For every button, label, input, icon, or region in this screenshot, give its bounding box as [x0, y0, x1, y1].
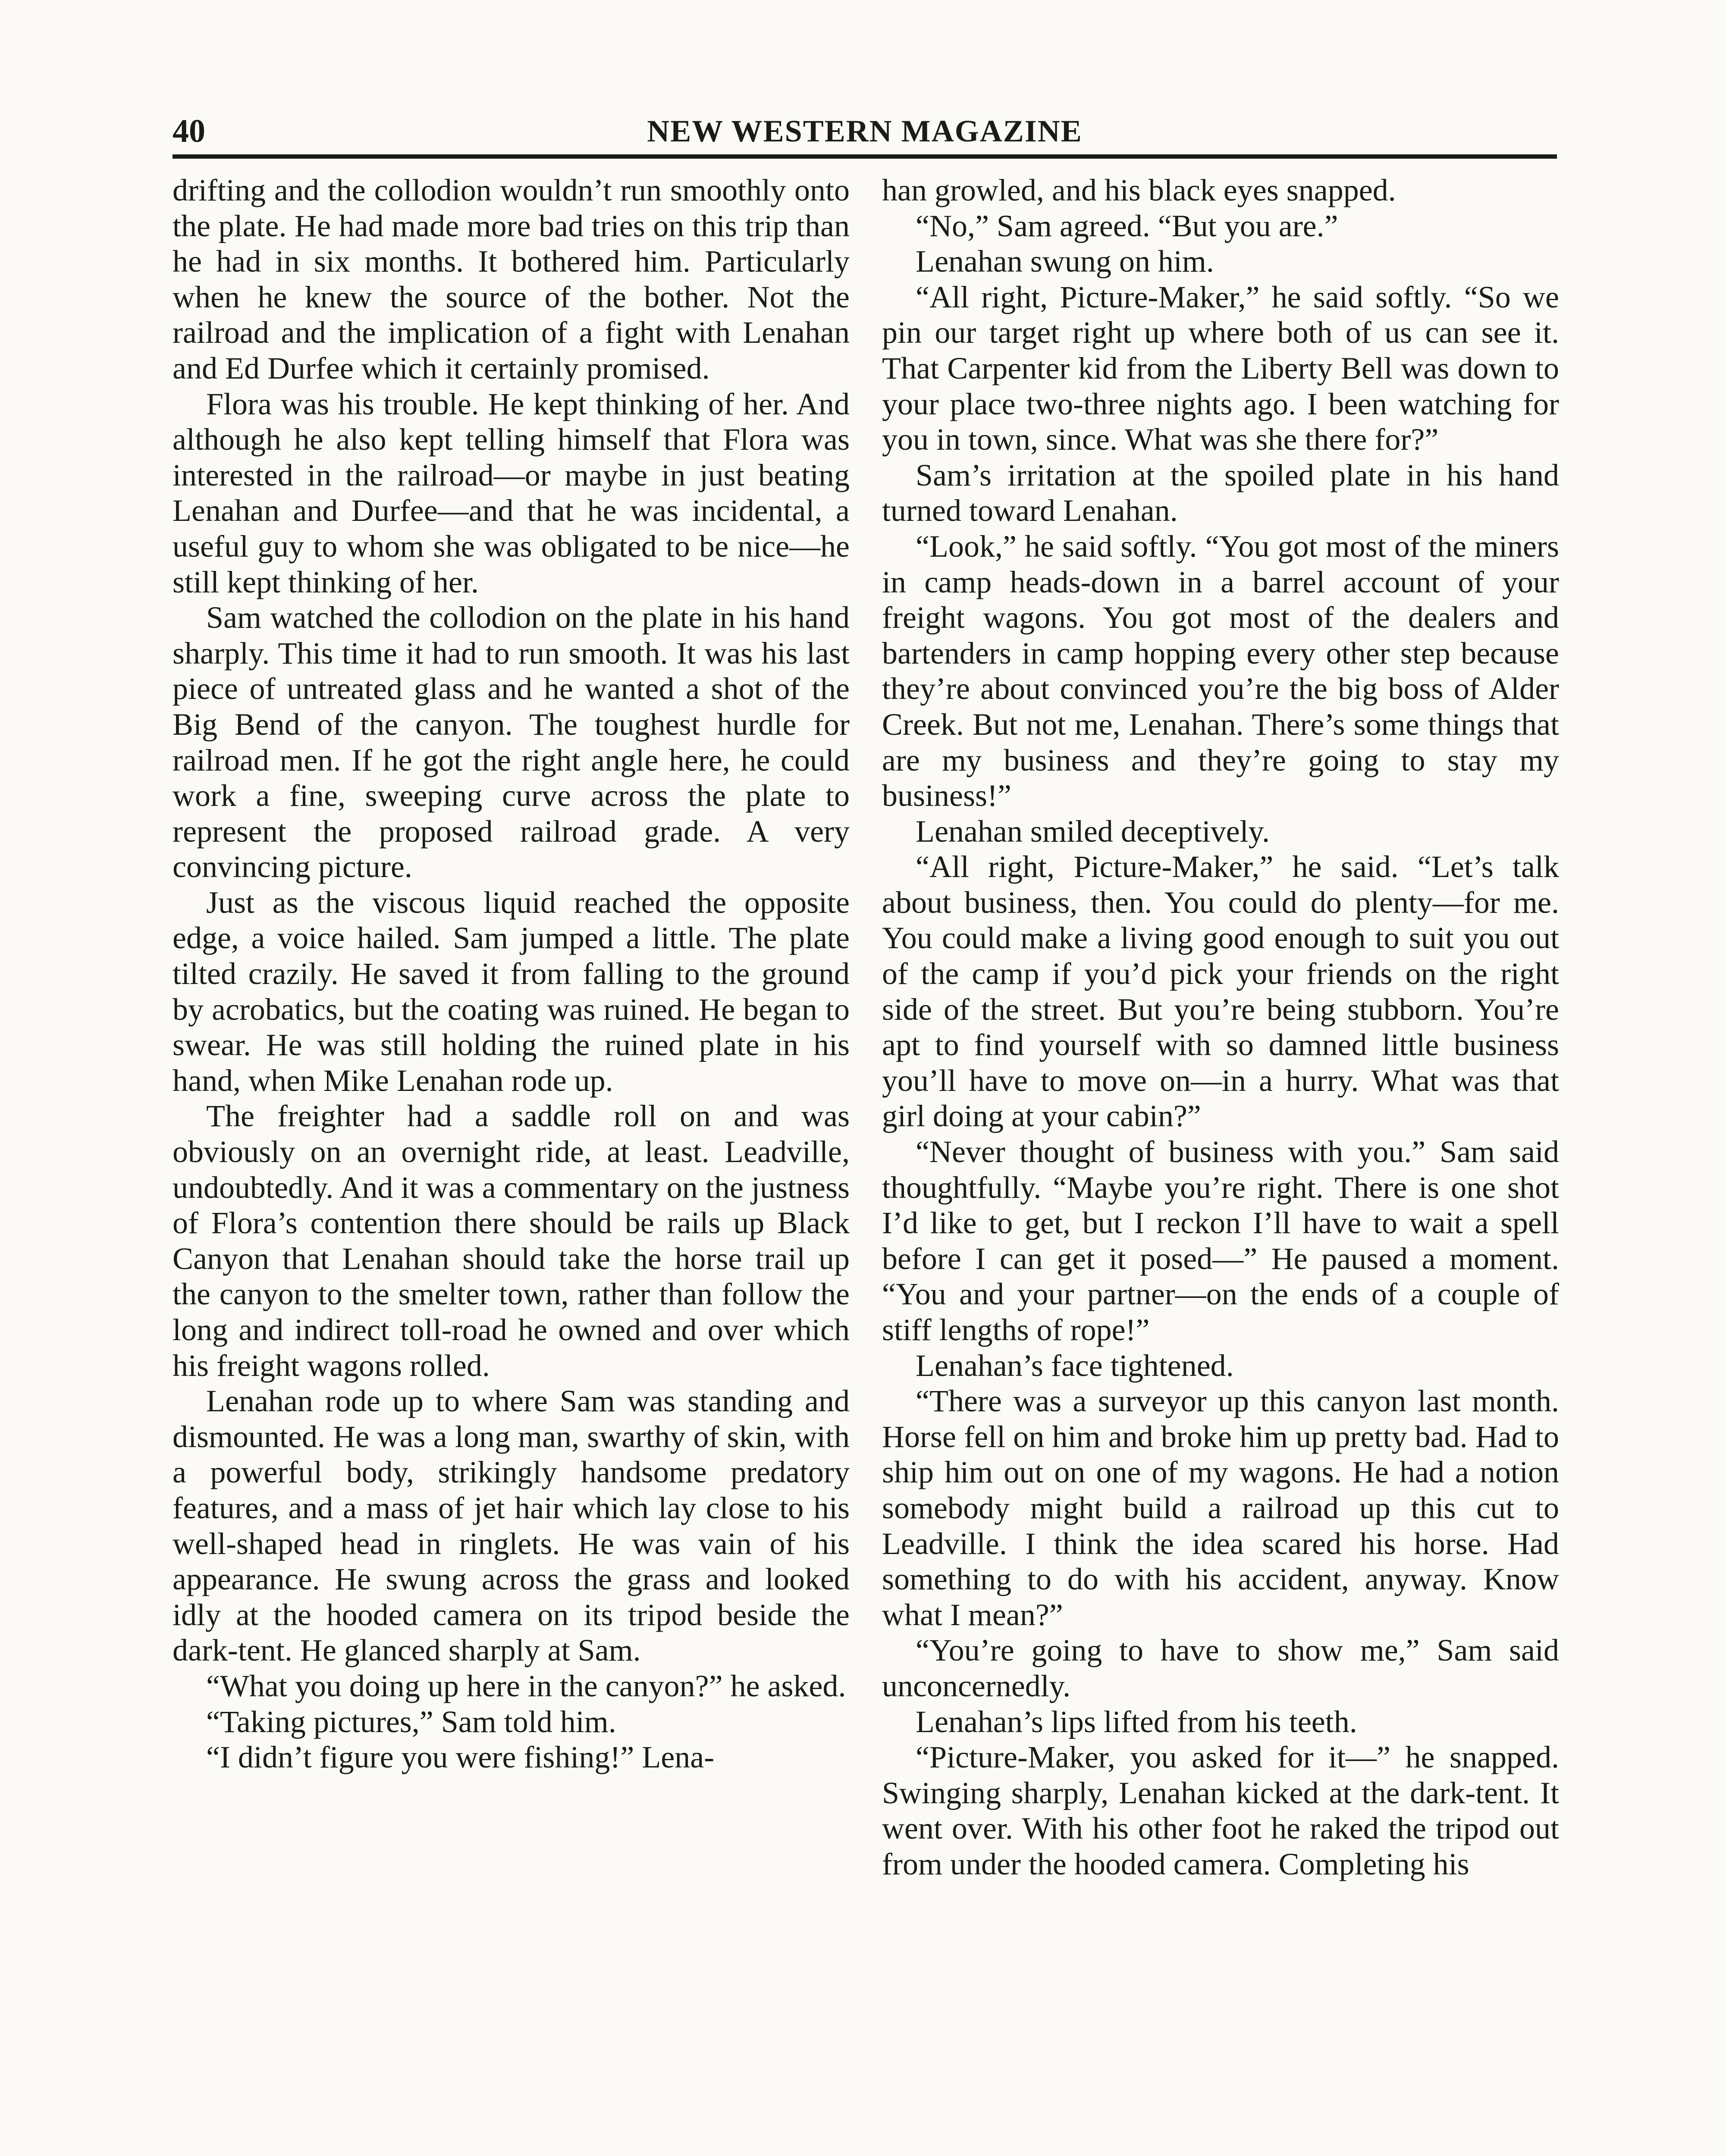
- paragraph: “Never thought of business with you.” Sam said thoughtfully. “Maybe you’re right. There is one shot I’d like to get, but I reckon I’ll have to wait a spell before I can get it posed—” He paused a moment. “You and your partner—on the ends of a couple of stiff lengths of rope!”: [882, 1134, 1559, 1347]
- paragraph: “Look,” he said softly. “You got most of the miners in camp heads-down in a barrel account of your freight wagons. You got most of the dealers and bartenders in camp hopping every other step because they’re about convinced you’re the big boss of Alder Creek. But not me, Lenahan. There’s some things that are my business and they’re going to stay my business!”: [882, 529, 1559, 813]
- paragraph: Sam’s irritation at the spoiled plate in his hand turned toward Lenahan.: [882, 458, 1559, 528]
- paragraph: Lenahan’s face tightened.: [916, 1348, 1234, 1383]
- page-number: 40: [173, 113, 205, 149]
- left-column: [173, 172, 850, 2156]
- paragraph: “You’re going to have to show me,” Sam said unconcernedly.: [882, 1633, 1559, 1703]
- paragraph: “Taking pictures,” Sam told him.: [206, 1704, 616, 1739]
- paragraph: “All right, Picture-Maker,” he said softly. “So we pin our target right up where both of us can see it. That Carpenter kid from the Liberty Bell was down to your place two-three nights ago. I been watching for you in town, since. What was she there for?”: [882, 279, 1559, 457]
- paragraph: The freighter had a saddle roll on and was obviously on an overnight ride, at least. Leadville, undoubtedly. And it was a commentary on the justness of Flora’s contention there should be rails up Black Canyon that Lenahan should take the horse trail up the canyon to the smelter town, rather than follow the long and indirect toll-road he owned and over which his freight wagons rolled.: [173, 1099, 850, 1383]
- paragraph: “What you doing up here in the canyon?” he asked.: [206, 1668, 846, 1703]
- paragraph: han growled, and his black eyes snapped.: [882, 173, 1396, 207]
- paragraph: “I didn’t figure you were fishing!” Lena-: [206, 1740, 715, 1775]
- paragraph: “Picture-Maker, you asked for it—” he snapped. Swinging sharply, Lenahan kicked at the dark-tent. It went over. With his other foot he raked the tripod out from under the hooded camera. Completing his: [882, 1740, 1559, 1881]
- page-header: [173, 111, 1557, 151]
- paragraph: “All right, Picture-Maker,” he said. “Let’s talk about business, then. You could do plenty—for me. You could make a living good enough to suit you out of the camp if you’d pick your friends on the right side of the street. But you’re being stubborn. You’re apt to find yourself with so damned little business you’ll have to move on—in a hurry. What was that girl doing at your cabin?”: [882, 849, 1559, 1134]
- magazine-title: NEW WESTERN MAGAZINE: [647, 114, 1083, 148]
- header-rule: [173, 154, 1557, 159]
- paragraph: Sam watched the collodion on the plate in his hand sharply. This time it had to run smooth. It was his last piece of untreated glass and he wanted a shot of the Big Bend of the canyon. The toughest hurdle for railroad men. If he got the right angle here, he could work a fine, sweeping curve across the plate to represent the proposed railroad grade. A very convincing picture.: [173, 600, 850, 884]
- paragraph: Lenahan’s lips lifted from his teeth.: [916, 1704, 1357, 1739]
- paragraph: Lenahan swung on him.: [916, 244, 1214, 279]
- paragraph: Lenahan smiled deceptively.: [916, 814, 1270, 849]
- paragraph: “No,” Sam agreed. “But you are.”: [916, 208, 1338, 243]
- paragraph: Lenahan rode up to where Sam was standing and dismounted. He was a long man, swarthy of skin, with a powerful body, strikingly handsome predatory features, and a mass of jet hair which lay close to his well-shaped head in ringlets. He was vain of his appearance. He swung across the grass and looked idly at the hooded camera on its tripod beside the dark-tent. He glanced sharply at Sam.: [173, 1384, 850, 1668]
- paragraph: Just as the viscous liquid reached the opposite edge, a voice hailed. Sam jumped a little. The plate tilted crazily. He saved it from falling to the ground by acrobatics, but the coating was ruined. He began to swear. He was still holding the ruined plate in his hand, when Mike Lenahan rode up.: [173, 885, 850, 1098]
- paragraph: Flora was his trouble. He kept thinking of her. And although he also kept telling himself that Flora was interested in the railroad—or maybe in just beating Lenahan and Durfee—and that he was incidental, a useful guy to whom she was obligated to be nice—he still kept thinking of her.: [173, 386, 850, 599]
- paragraph: drifting and the collodion wouldn’t run smoothly onto the plate. He had made more bad tries on this trip than he had in six months. It bothered him. Particularly when he knew the source of the bother. Not the railroad and the implication of a fight with Lenahan and Ed Durfee which it certainly promised.: [173, 173, 850, 385]
- right-column: [882, 172, 1559, 2156]
- paragraph: “There was a surveyor up this canyon last month. Horse fell on him and broke him up pretty bad. Had to ship him out on one of my wagons. He had a notion somebody might build a railroad up this cut to Leadville. I think the idea scared his horse. Had something to do with his accident, anyway. Know what I mean?”: [882, 1384, 1559, 1632]
